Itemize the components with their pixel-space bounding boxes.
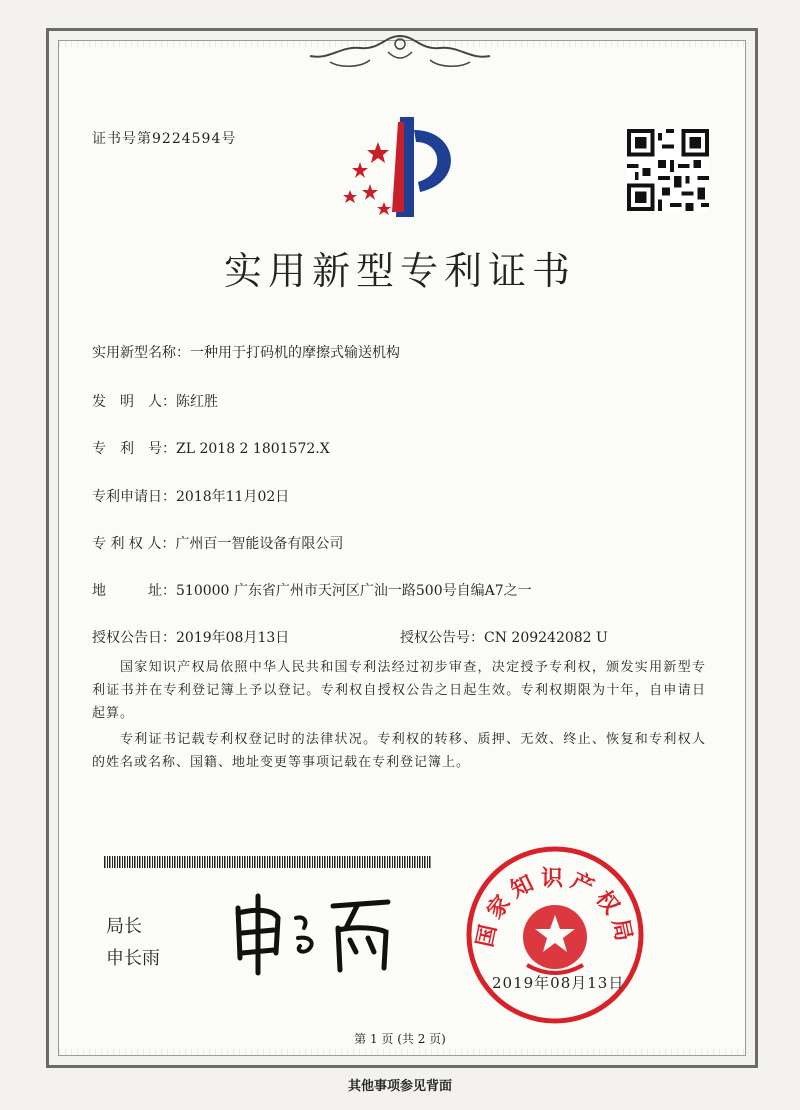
page-title: 实用新型专利证书: [223, 249, 576, 293]
filing-date-field: [92, 486, 289, 506]
patentee-label: 专 利 权 人：: [92, 536, 176, 552]
filing-date-label: 专利申请日：: [92, 489, 176, 505]
patent-number-field: [92, 438, 330, 458]
signatory-title: 局长: [106, 916, 142, 937]
grant-number-field: [400, 627, 608, 647]
grant-date-field: [92, 627, 289, 647]
ornament-icon: [300, 30, 500, 74]
seal-date: 2019年08月13日: [492, 974, 625, 992]
inventor-value: 陈红胜: [176, 394, 218, 410]
certificate-number: 证书号第9224594号: [92, 131, 237, 147]
name-label: 实用新型名称：: [92, 345, 190, 361]
qr-code-icon: [627, 129, 709, 211]
patentee-field: [92, 533, 343, 553]
address-field: [92, 580, 532, 600]
signatory-name: 申长雨: [106, 948, 160, 969]
official-seal-icon: [465, 845, 645, 1025]
name-field: [92, 342, 400, 362]
barcode-icon: [104, 856, 432, 868]
address-label: 地 址：: [92, 583, 176, 599]
paragraph-legal-status: 专利证书记载专利权登记时的法律状况。专利权的转移、质押、无效、终止、恢复和专利权人的姓名或名称、国籍、地址变更等事项记载在专利登记簿上。: [92, 732, 706, 770]
patent-logo-icon: [338, 112, 478, 222]
address-value: 510000 广东省广州市天河区广汕一路500号自编A7之一: [176, 583, 532, 599]
grant-date-value: 2019年08月13日: [176, 630, 290, 646]
name-value: 一种用于打码机的摩擦式输送机构: [190, 345, 400, 361]
patent-number-value: ZL 2018 2 1801572.X: [176, 441, 330, 457]
paragraph-grant: 国家知识产权局依照中华人民共和国专利法经过初步审查，决定授予专利权，颁发实用新型专利证书并在专利登记簿上予以登记。专利权自授权公告之日起生效。专利权期限为十年，自申请日起算。: [92, 660, 706, 721]
inventor-field: [92, 391, 218, 411]
grant-date-label: 授权公告日：: [92, 630, 176, 646]
grant-number-value: CN 209242082 U: [484, 630, 608, 646]
inventor-label: 发 明 人：: [92, 394, 176, 410]
patentee-value: 广州百一智能设备有限公司: [175, 536, 344, 552]
grant-number-label: 授权公告号：: [400, 630, 484, 646]
page-number: 第 1 页 (共 2 页): [354, 1032, 446, 1046]
seal-text: 国家知识产权局: [472, 866, 638, 950]
patent-number-label: 专 利 号：: [92, 441, 176, 457]
filing-date-value: 2018年11月02日: [176, 489, 290, 505]
footer-note: 其他事项参见背面: [347, 1079, 452, 1094]
signature-icon: [228, 888, 398, 978]
